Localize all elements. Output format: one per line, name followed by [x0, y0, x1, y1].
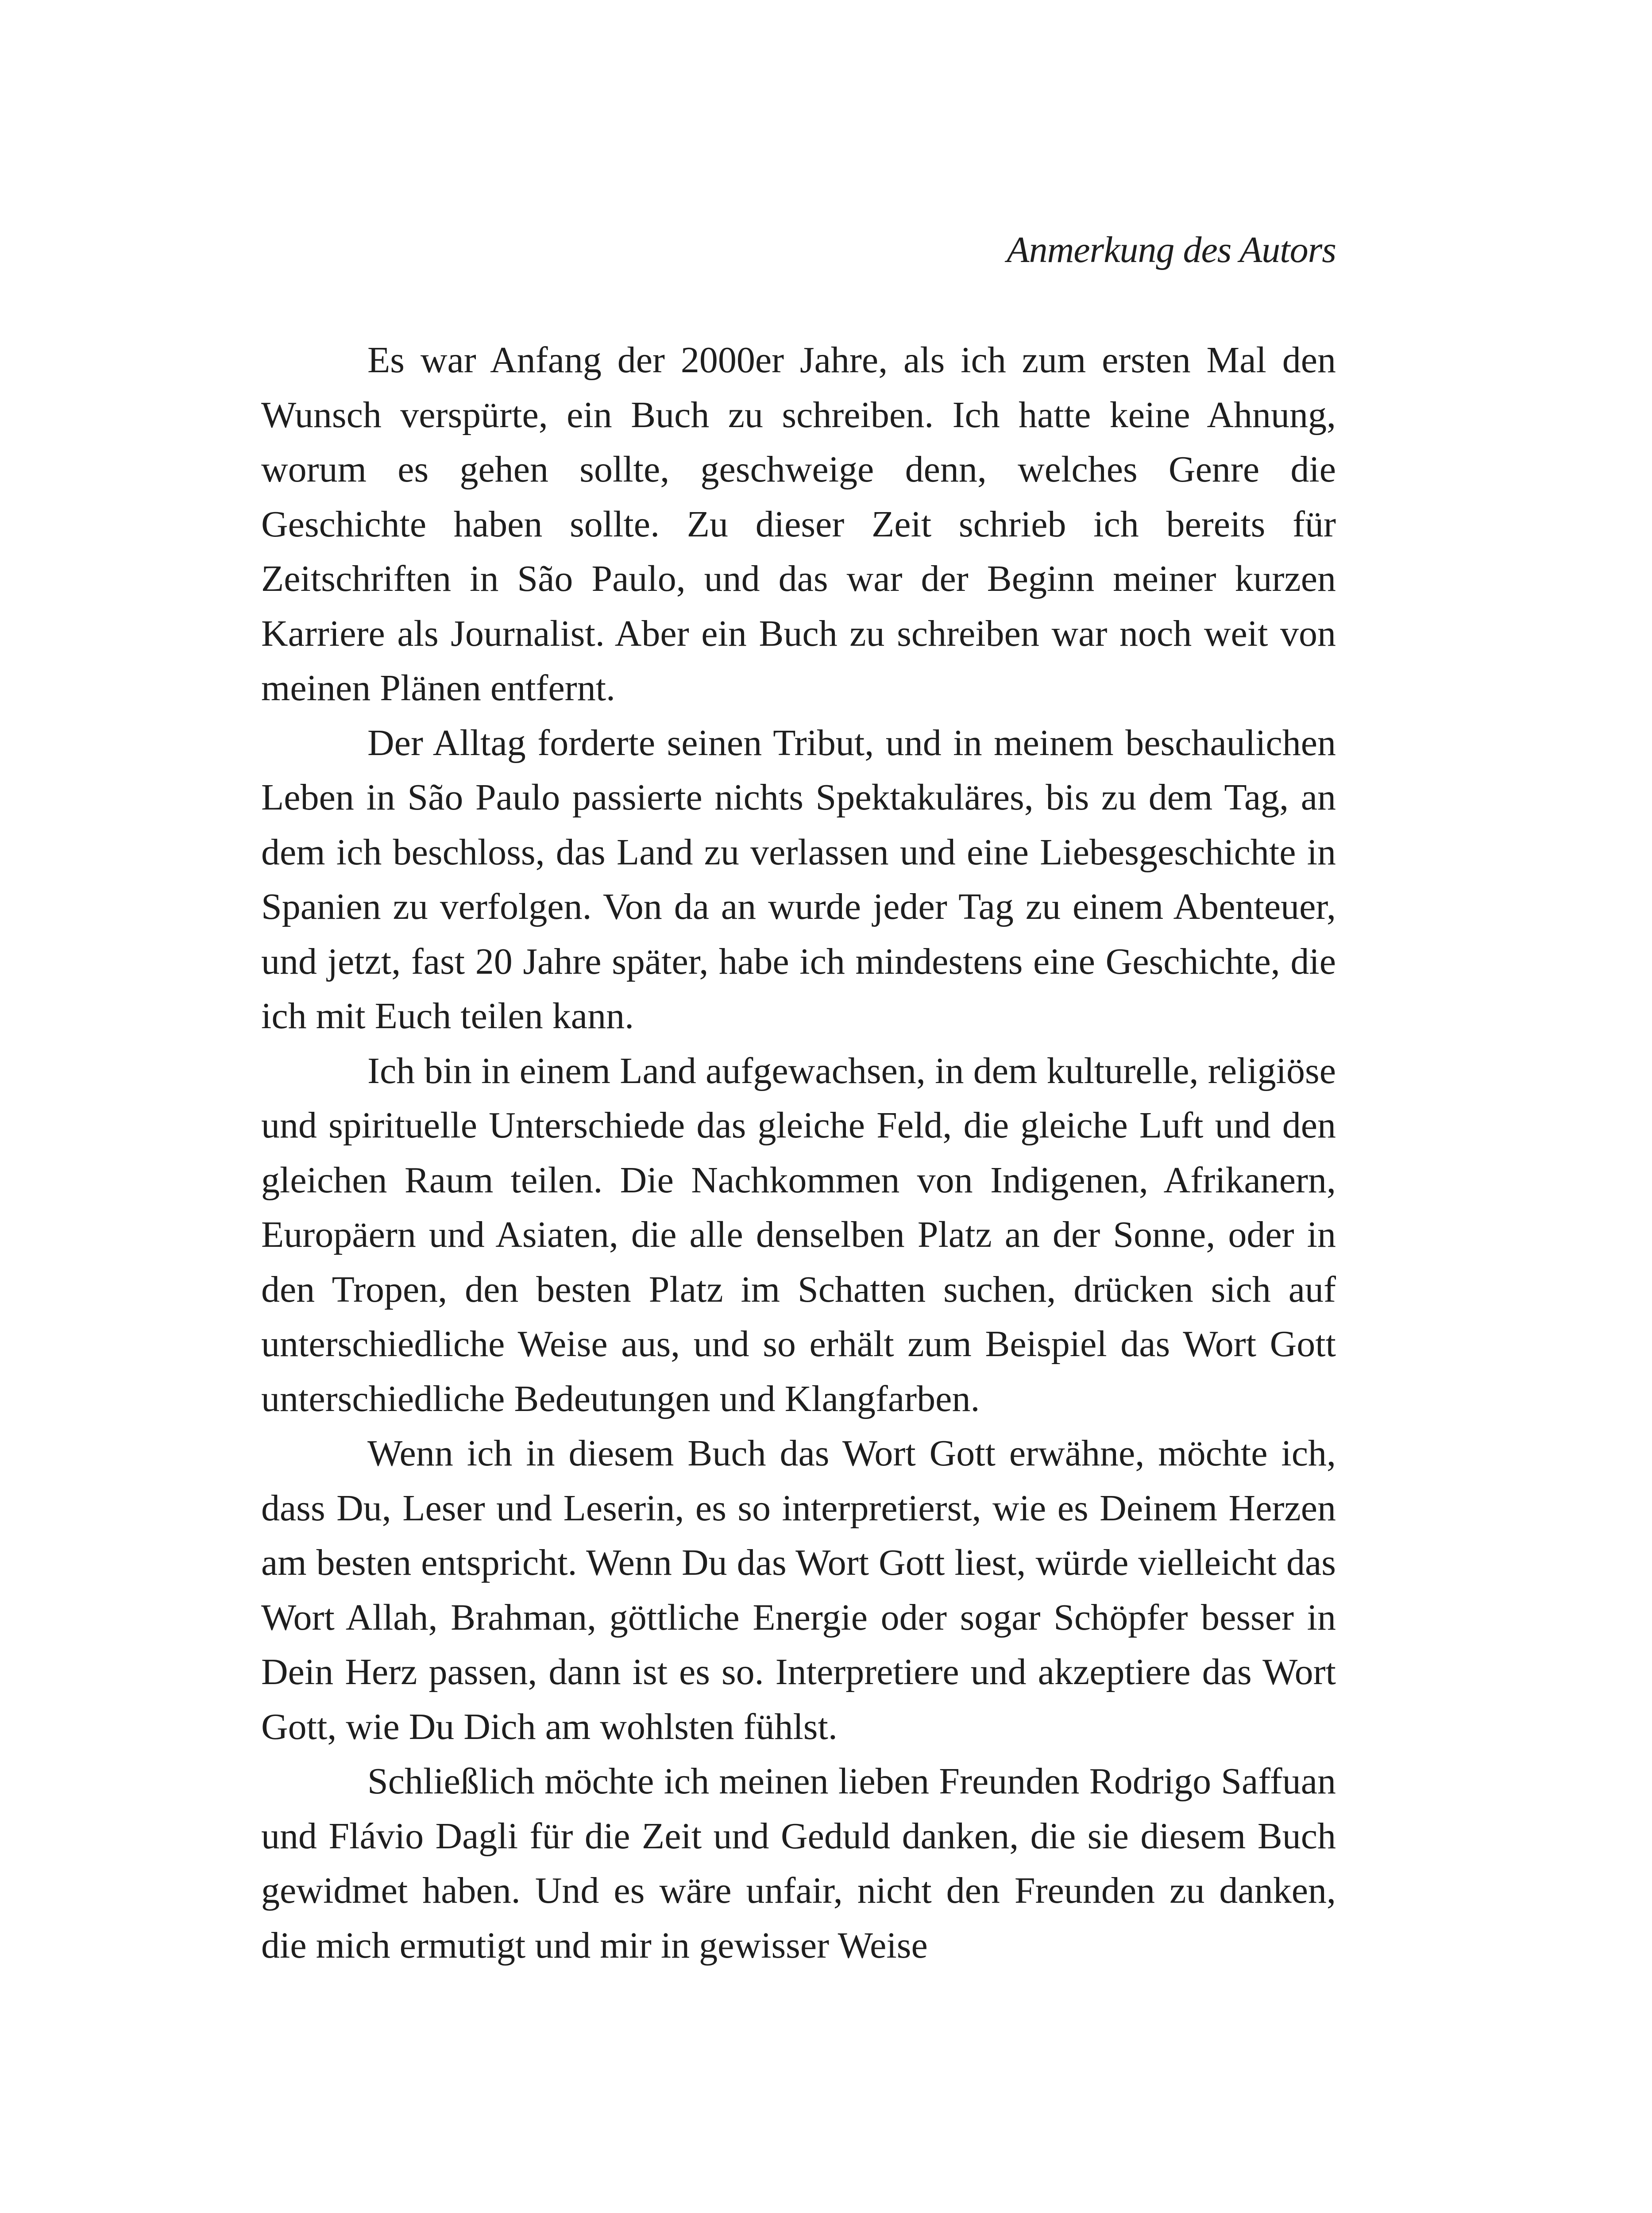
paragraph: Ich bin in einem Land aufgewachsen, in dem kulturelle, religiöse und spirituelle Unterschiede das gleiche Feld, die gleiche Luft und den gleichen Raum teilen. Die Nachkommen von Indigenen, Afrikanern, Europäern und Asiaten, die alle denselben Platz an der Sonne, oder in den Tropen, den besten Platz im Schatten suchen, drücken sich auf unterschiedliche Weise aus, und so erhält zum Beispiel das Wort Gott unterschiedliche Bedeutungen und Klangfarben. [261, 1050, 1336, 1419]
paragraph: Schließlich möchte ich meinen lieben Freunden Rodrigo Saffuan und Flávio Dagli für die Zeit und Geduld danken, die sie diesem Buch gewidmet haben. Und es wäre unfair, nicht den Freunden zu danken, die mich ermutigt und mir in gewisser Weise [261, 1761, 1336, 1966]
body-text [261, 333, 1336, 1973]
paragraph: Der Alltag forderte seinen Tribut, und in meinem beschaulichen Leben in São Paulo passierte nichts Spektakuläres, bis zu dem Tag, an dem ich beschloss, das Land zu verlassen und eine Liebesgeschichte in Spanien zu verfolgen. Von da an wurde jeder Tag zu einem Abenteuer, und jetzt, fast 20 Jahre später, habe ich mindestens eine Geschichte, die ich mit Euch teilen kann. [261, 722, 1336, 1037]
running-header: Anmerkung des Autors [1007, 229, 1336, 270]
paragraph: Wenn ich in diesem Buch das Wort Gott erwähne, möchte ich, dass Du, Leser und Leserin, es so interpretierst, wie es Deinem Herzen am besten entspricht. Wenn Du das Wort Gott liest, würde vielleicht das Wort Allah, Brahman, göttliche Energie oder sogar Schöpfer besser in Dein Herz passen, dann ist es so. Interpretiere und akzeptiere das Wort Gott, wie Du Dich am wohlsten fühlst. [261, 1433, 1336, 1747]
paragraph: Es war Anfang der 2000er Jahre, als ich zum ersten Mal den Wunsch verspürte, ein Buch zu schreiben. Ich hatte keine Ahnung, worum es gehen sollte, geschweige denn, welches Genre die Geschichte haben sollte. Zu dieser Zeit schrieb ich bereits für Zeitschriften in São Paulo, und das war der Beginn meiner kurzen Karriere als Journalist. Aber ein Buch zu schreiben war noch weit von meinen Plänen entfernt. [261, 339, 1336, 709]
